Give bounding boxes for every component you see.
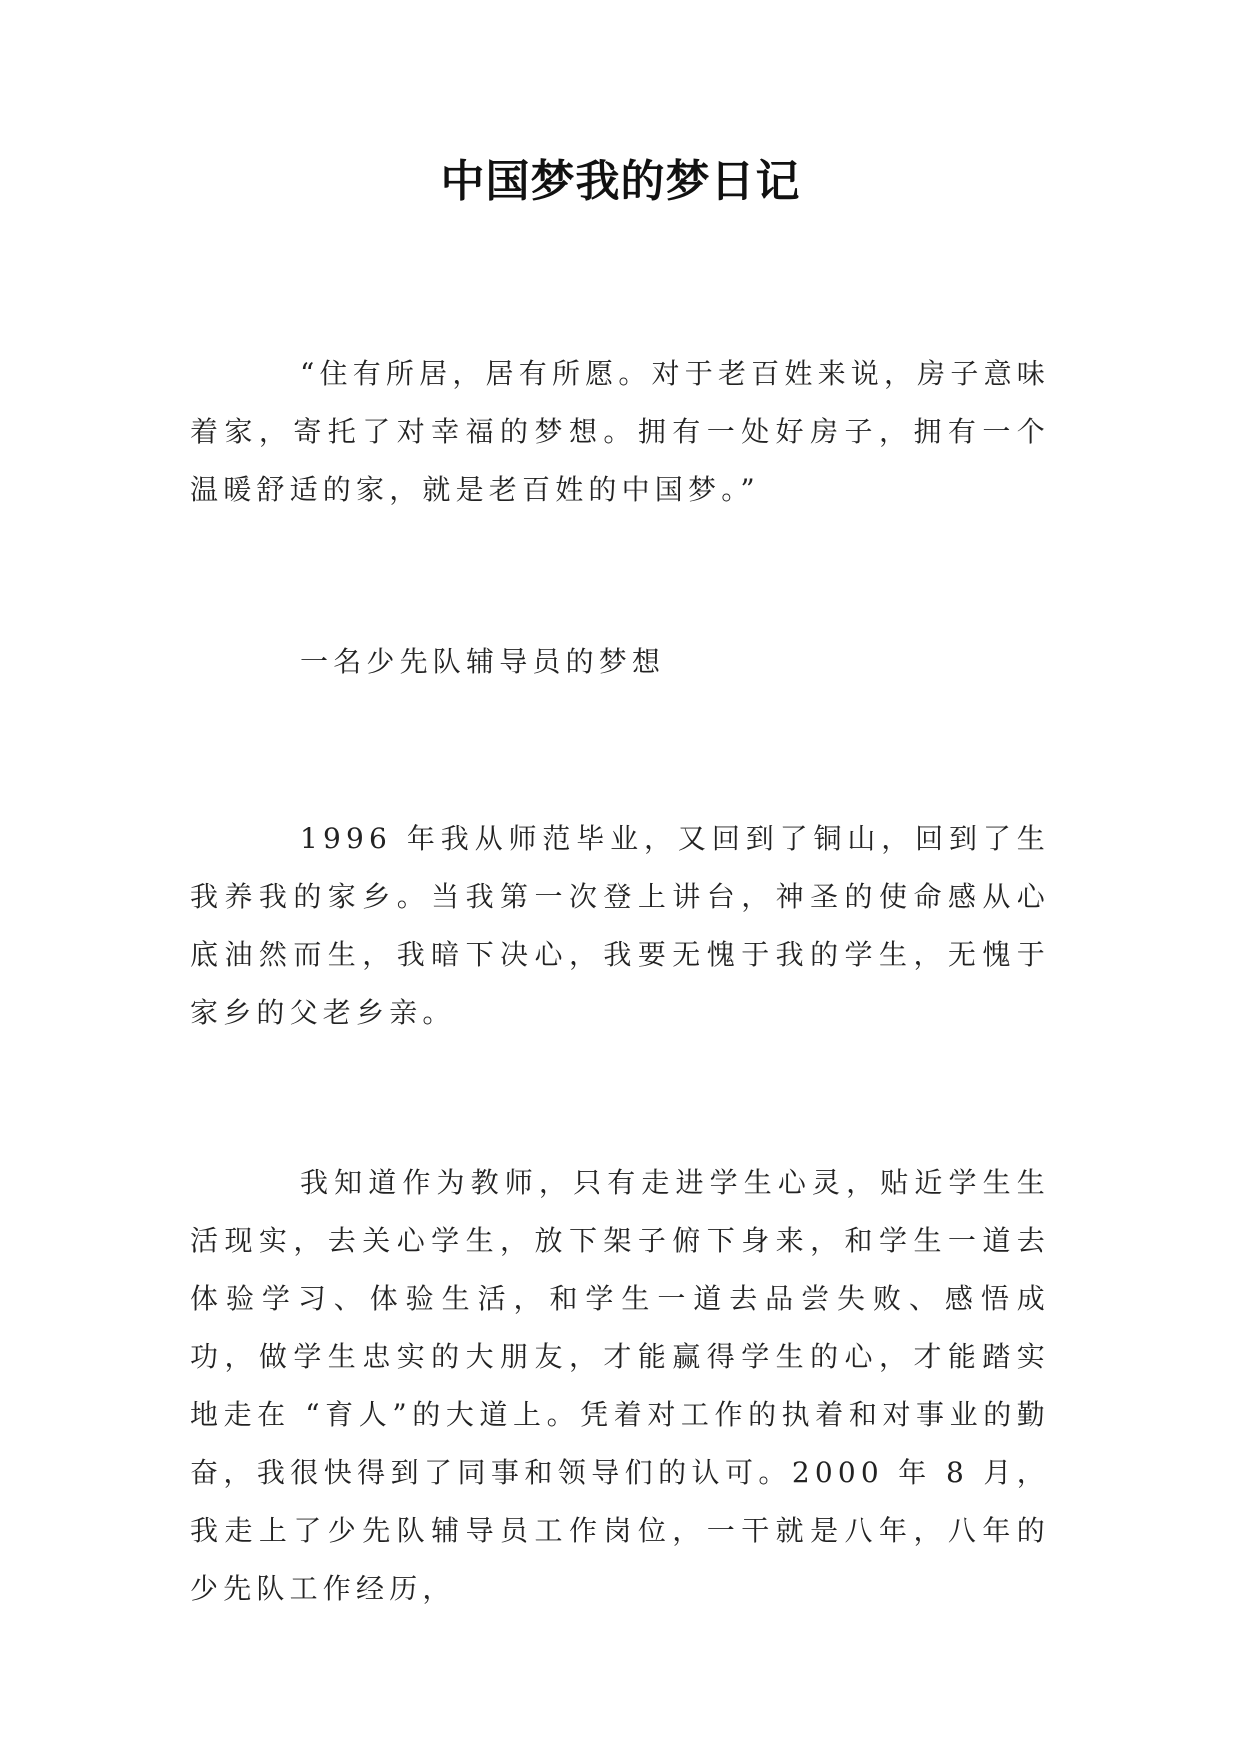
- document-title: 中国梦我的梦日记: [440, 156, 801, 207]
- paragraph-teacher: 我知道作为教师，只有走进学生心灵，贴近学生生活现实，去关心学生，放下架子俯下身来，和学生一道去体验学习、体验生活，和学生一道去品尝失败、感悟成功，做学生忠实的大朋友，才能赢得学生的心，才能踏实地走在 “育人”的大道上。凭着对工作的执着和对事业的勤奋，我很快得到了同事和领导们的认可。2000 年 8 月，我走上了少先队辅导员工作岗位，一干就是八年，八年的少先队工作经历，: [190, 1166, 1050, 1605]
- paragraph-quote: “住有所居，居有所愿。对于老百姓来说，房子意味着家，寄托了对幸福的梦想。拥有一处好房子，拥有一个温暖舒适的家，就是老百姓的中国梦。”: [190, 357, 1050, 506]
- paragraph-graduation: 1996 年我从师范毕业，又回到了铜山，回到了生我养我的家乡。当我第一次登上讲台，神圣的使命感从心底油然而生，我暗下决心，我要无愧于我的学生，无愧于家乡的父老乡亲。: [190, 822, 1050, 1029]
- section-heading: 一名少先队辅导员的梦想: [300, 645, 666, 678]
